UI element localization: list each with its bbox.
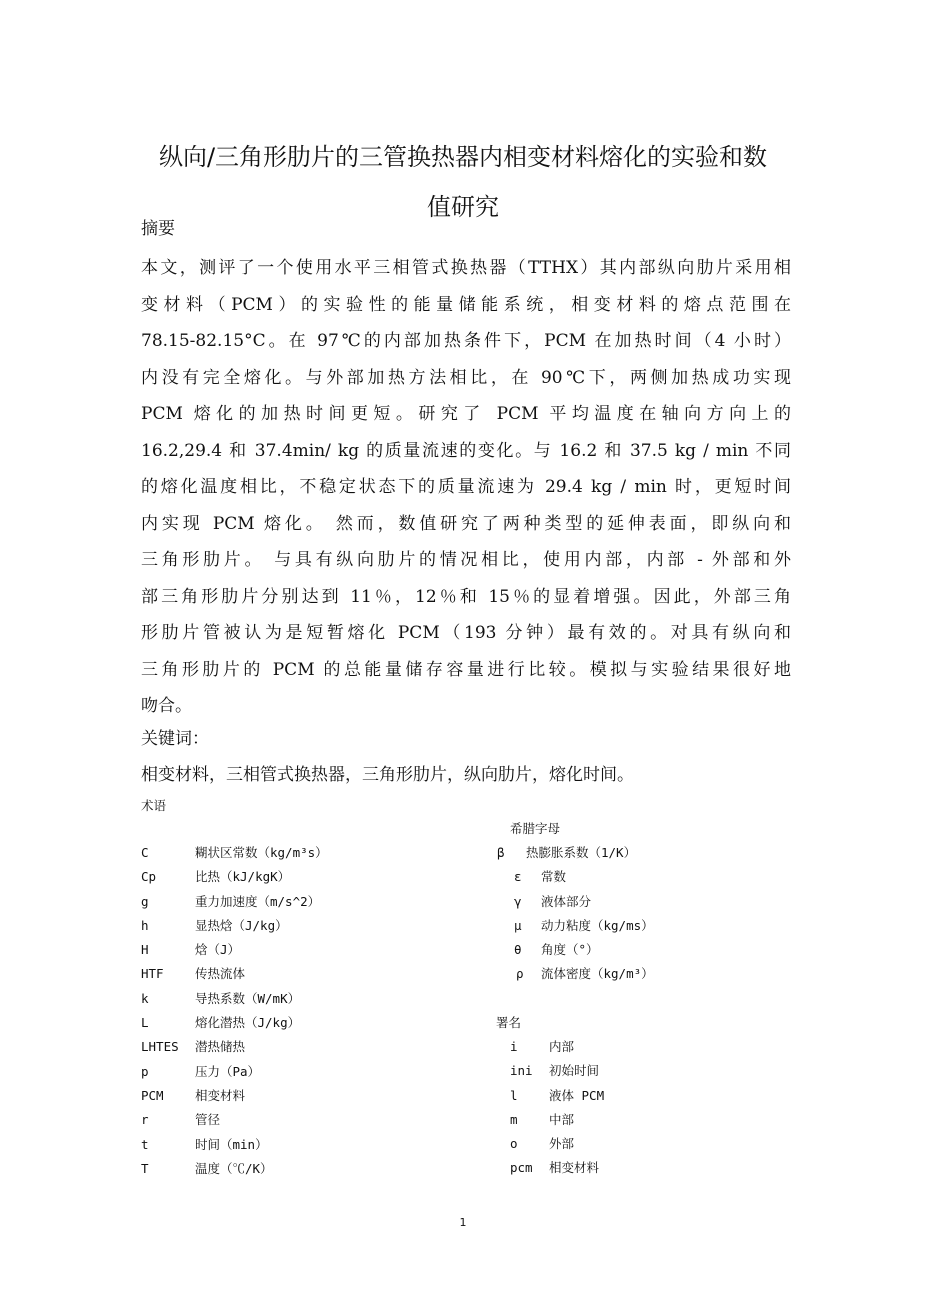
subscript-symbol: pcm bbox=[510, 1160, 533, 1176]
keywords-text: 相变材料，三相管式换热器，三角形肋片，纵向肋片，熔化时间。 bbox=[141, 765, 634, 785]
term-definition: 熔化潜热（J/kg） bbox=[195, 1015, 301, 1031]
abstract-line: PCM 熔化的加热时间更短。研究了 PCM 平均温度在轴向方向上的 bbox=[141, 404, 791, 424]
abstract-body bbox=[141, 250, 791, 725]
term-symbol: T bbox=[141, 1160, 149, 1176]
abstract-line: 内没有完全熔化。与外部加热方法相比，在 90℃下，两侧加热成功实现 bbox=[141, 367, 791, 388]
subscript-definition: 初始时间 bbox=[549, 1063, 600, 1079]
term-definition: 导热系数（W/mK） bbox=[195, 990, 301, 1006]
abstract-line: 本文，测评了一个使用水平三相管式换热器（TTHX）其内部纵向肋片采用相 bbox=[141, 258, 791, 278]
term-symbol: H bbox=[141, 942, 149, 958]
greek-symbol: θ bbox=[514, 942, 522, 958]
term-definition: 重力加速度（m/s^2） bbox=[195, 893, 321, 909]
page-number: 1 bbox=[459, 1216, 467, 1229]
subscripts-heading: 署名 bbox=[496, 1015, 522, 1030]
greek-heading: 希腊字母 bbox=[510, 821, 561, 836]
term-definition: 相变材料 bbox=[195, 1087, 246, 1103]
subscript-symbol: o bbox=[510, 1136, 518, 1152]
term-symbol: p bbox=[141, 1063, 149, 1079]
term-symbol: HTF bbox=[141, 966, 164, 982]
term-symbol: t bbox=[141, 1136, 149, 1152]
subscript-symbol: i bbox=[510, 1039, 518, 1054]
subscript-definition: 液体 PCM bbox=[549, 1087, 605, 1103]
subscript-symbol: m bbox=[510, 1111, 518, 1127]
abstract-heading: 摘要 bbox=[141, 219, 175, 239]
greek-definition: 常数 bbox=[541, 869, 567, 885]
term-definition: 管径 bbox=[195, 1112, 221, 1128]
subscript-symbol: ini bbox=[510, 1063, 533, 1079]
abstract-line: 的熔化温度相比，不稳定状态下的质量流速为 29.4 kg / min 时，更短时间 bbox=[141, 477, 791, 497]
term-definition: 压力（Pa） bbox=[195, 1063, 261, 1079]
greek-definition: 动力粘度（kg/ms） bbox=[541, 917, 654, 933]
term-definition: 焓（J） bbox=[195, 942, 241, 958]
term-definition: 比热（kJ/kgK） bbox=[195, 869, 291, 885]
greek-definition: 流体密度（kg/m³） bbox=[541, 966, 654, 982]
term-symbol: g bbox=[141, 893, 149, 909]
abstract-line: 形肋片管被认为是短暂熔化 PCM（193 分钟）最有效的。对具有纵向和 bbox=[141, 623, 791, 643]
greek-definition: 热膨胀系数（1/K） bbox=[526, 845, 637, 860]
greek-definition: 液体部分 bbox=[541, 893, 592, 909]
term-symbol: C bbox=[141, 845, 149, 860]
subscript-symbol: l bbox=[510, 1087, 518, 1103]
subscript-definition: 内部 bbox=[549, 1039, 575, 1054]
term-symbol: k bbox=[141, 990, 149, 1006]
greek-symbol: ρ bbox=[516, 966, 524, 982]
term-symbol: L bbox=[141, 1015, 149, 1031]
term-definition: 潜热储热 bbox=[195, 1039, 246, 1055]
term-definition: 糊状区常数（kg/m³s） bbox=[195, 845, 328, 860]
abstract-line: 16.2,29.4 和 37.4min/ kg 的质量流速的变化。与 16.2 和 37.5 kg / min 不同 bbox=[141, 440, 791, 461]
abstract-line: 三角形肋片的 PCM 的总能量储存容量进行比较。模拟与实验结果很好地 bbox=[141, 659, 791, 680]
term-symbol: r bbox=[141, 1112, 149, 1128]
subscript-definition: 外部 bbox=[549, 1136, 575, 1152]
abstract-line: 内实现 PCM 熔化。 然而，数值研究了两种类型的延伸表面，即纵向和 bbox=[141, 513, 791, 534]
term-definition: 传热流体 bbox=[195, 966, 246, 982]
term-symbol: Cp bbox=[141, 869, 157, 885]
term-symbol: h bbox=[141, 917, 149, 933]
abstract-line: 吻合。 bbox=[141, 696, 192, 716]
term-symbol: LHTES bbox=[141, 1039, 179, 1055]
nomenclature-heading: 术语 bbox=[141, 798, 167, 813]
term-definition: 温度（℃/K） bbox=[195, 1160, 273, 1176]
greek-symbol: γ bbox=[514, 893, 522, 909]
abstract-line: 部三角形肋片分别达到 11％，12％和 15％的显着增强。因此，外部三角 bbox=[141, 586, 791, 607]
paper-title bbox=[130, 132, 796, 232]
abstract-line: 78.15-82.15°C。在 97℃的内部加热条件下，PCM 在加热时间（4 小时） bbox=[141, 331, 791, 351]
abstract-line: 三角形肋片。 与具有纵向肋片的情况相比，使用内部，内部 - 外部和外 bbox=[141, 550, 791, 570]
keywords-heading: 关键词： bbox=[141, 729, 209, 749]
subscript-definition: 中部 bbox=[549, 1111, 575, 1127]
subscript-definition: 相变材料 bbox=[549, 1160, 600, 1176]
title-line-2: 值研究 bbox=[427, 193, 499, 222]
greek-symbol: μ bbox=[514, 917, 522, 933]
term-definition: 时间（min） bbox=[195, 1136, 268, 1152]
term-symbol: PCM bbox=[141, 1087, 164, 1103]
term-definition: 显热焓（J/kg） bbox=[195, 917, 288, 933]
title-line-1: 纵向/三角形肋片的三管换热器内相变材料熔化的实验和数 bbox=[158, 143, 768, 172]
abstract-line: 变材料（PCM）的实验性的能量储能系统，相变材料的熔点范围在 bbox=[141, 294, 791, 315]
greek-definition: 角度（°） bbox=[541, 942, 599, 958]
greek-symbol: β bbox=[497, 845, 505, 860]
greek-symbol: ε bbox=[514, 869, 522, 885]
